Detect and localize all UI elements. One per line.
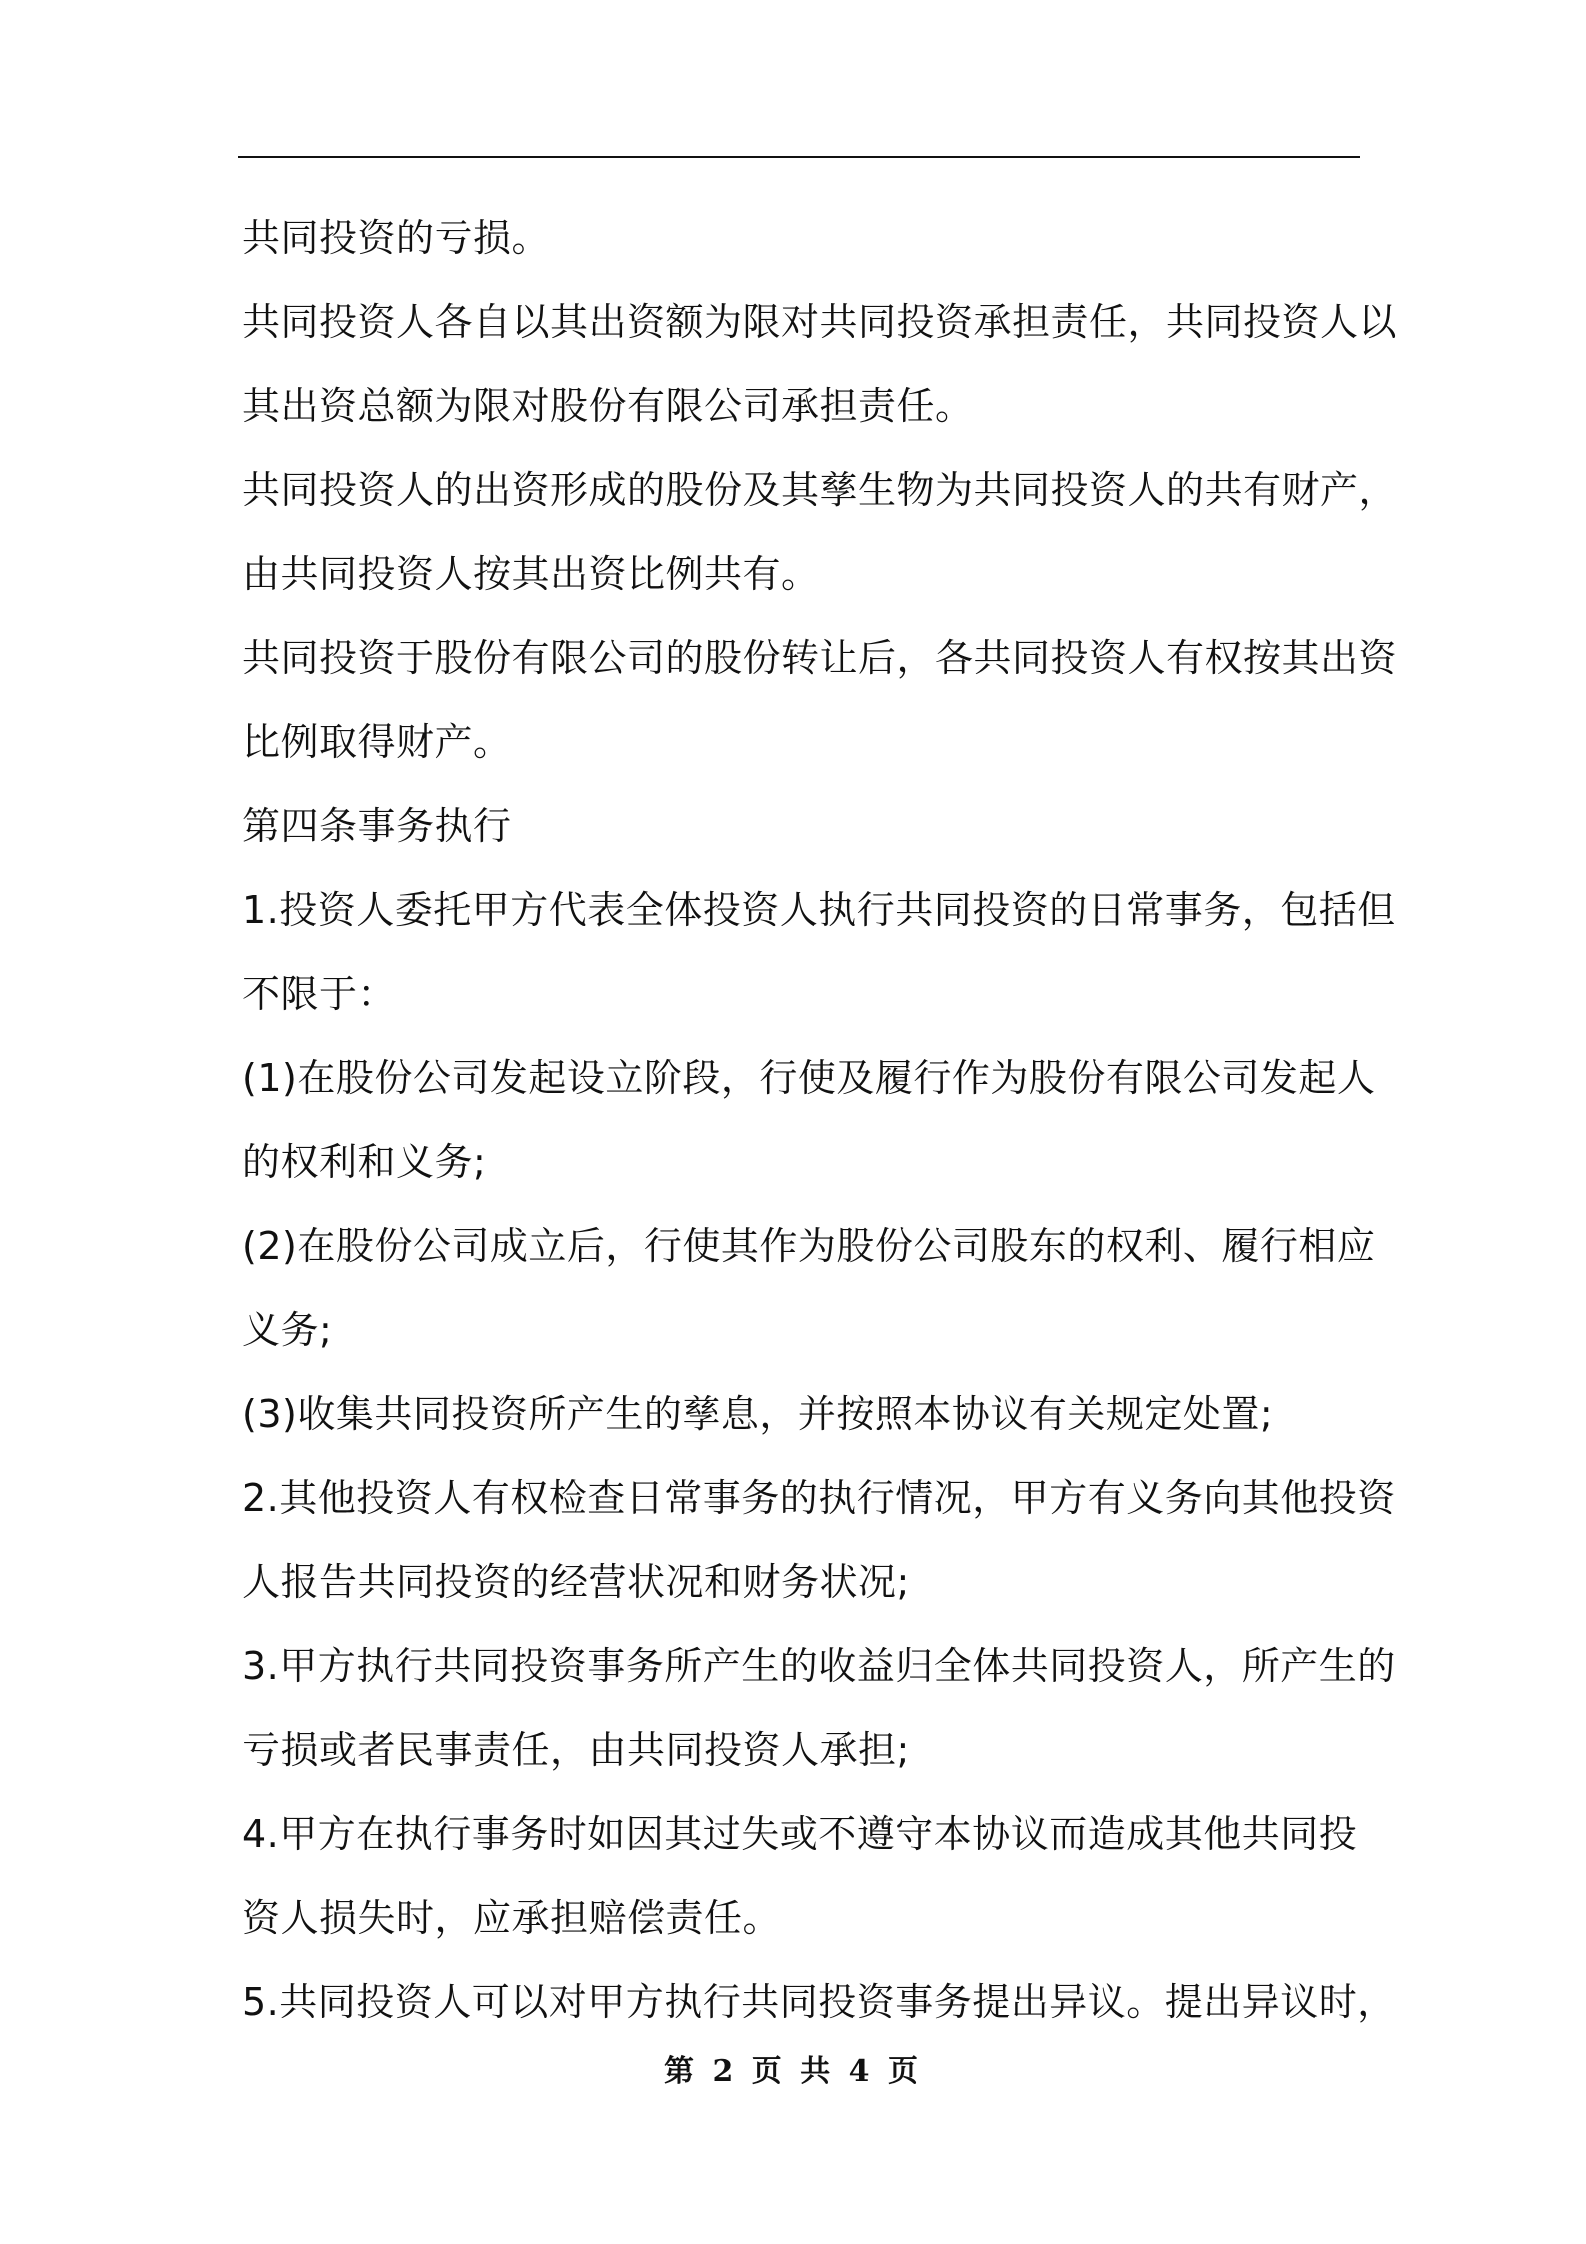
text-line: 义务; — [242, 1308, 333, 1352]
text-line: 3.甲方执行共同投资事务所产生的收益归全体共同投资人，所产生的 — [242, 1644, 1396, 1688]
text-line: 亏损或者民事责任，由共同投资人承担; — [242, 1728, 910, 1772]
header-divider — [238, 156, 1360, 158]
text-line: 共同投资的亏损。 — [242, 216, 551, 260]
text-line: 资人损失时，应承担赔偿责任。 — [242, 1896, 782, 1940]
text-line: 共同投资人各自以其出资额为限对共同投资承担责任，共同投资人以 — [242, 300, 1398, 344]
page-number: 第 2 页 共 4 页 — [664, 2054, 922, 2089]
text-line: 其出资总额为限对股份有限公司承担责任。 — [242, 384, 974, 428]
text-line: 共同投资于股份有限公司的股份转让后，各共同投资人有权按其出资 — [242, 636, 1398, 680]
text-line: 5.共同投资人可以对甲方执行共同投资事务提出异议。提出异议时， — [242, 1980, 1396, 2024]
text-line: 由共同投资人按其出资比例共有。 — [242, 552, 820, 596]
text-line: 不限于： — [242, 972, 397, 1016]
text-line: (1)在股份公司发起设立阶段，行使及履行作为股份有限公司发起人 — [242, 1056, 1376, 1100]
text-line: 2.其他投资人有权检查日常事务的执行情况，甲方有义务向其他投资 — [242, 1476, 1396, 1520]
text-line: 4.甲方在执行事务时如因其过失或不遵守本协议而造成其他共同投 — [242, 1812, 1358, 1856]
text-line: (3)收集共同投资所产生的孳息，并按照本协议有关规定处置; — [242, 1392, 1274, 1436]
text-line: 共同投资人的出资形成的股份及其孳生物为共同投资人的共有财产， — [242, 468, 1398, 512]
document-body — [242, 196, 1398, 2044]
text-line: 1.投资人委托甲方代表全体投资人执行共同投资的日常事务，包括但 — [242, 888, 1396, 932]
text-line: 的权利和义务; — [242, 1140, 487, 1184]
text-line: 比例取得财产。 — [242, 720, 512, 764]
text-line: 人报告共同投资的经营状况和财务状况; — [242, 1560, 910, 1604]
text-line: (2)在股份公司成立后，行使其作为股份公司股东的权利、履行相应 — [242, 1224, 1376, 1268]
section-heading: 第四条事务执行 — [242, 804, 512, 848]
